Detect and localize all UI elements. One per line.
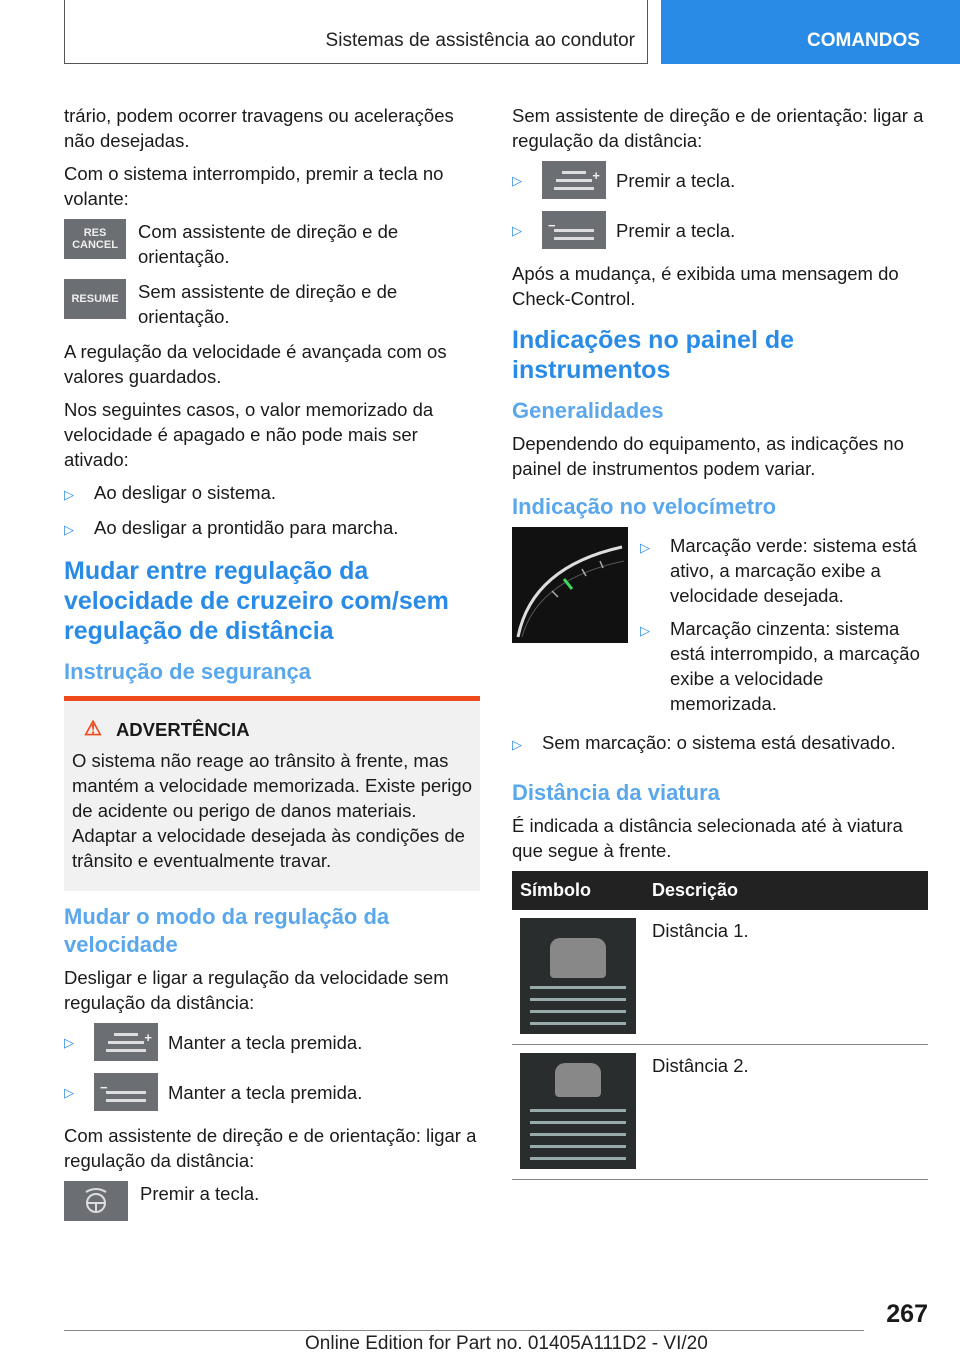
- key-description: Premir a tecla.: [140, 1183, 260, 1204]
- list-item-text: Ao desligar a prontidão para marcha.: [94, 517, 399, 538]
- paragraph: trário, podem ocorrer travagens ou acelerações não desejadas.: [64, 105, 454, 151]
- chapter-tab[interactable]: [661, 0, 960, 64]
- paragraph: Com assistente de direção e de orientação: ligar a regulação da distância:: [64, 1125, 477, 1171]
- bullet-triangle-icon: ▷: [512, 172, 522, 188]
- list-item-text: Premir a tecla.: [616, 169, 736, 191]
- steering-wheel-icon: [76, 1186, 116, 1216]
- section-title: Sistemas de assistência ao condutor: [325, 30, 635, 51]
- bullet-triangle-icon: ▷: [640, 540, 650, 555]
- table-header: Descrição: [644, 871, 928, 910]
- heading-change-mode: Mudar o modo da regulação da velocidade: [64, 904, 390, 957]
- paragraph: Sem assistente de direção e de orientação: ligar a regulação da distância:: [512, 105, 924, 151]
- warning-text: O sistema não reage ao trânsito à frente, mas mantém a velocidade memorizada. Existe perigo de acidente ou perigo de danos materiais. Adaptar a velocidade desejada às condições de trânsito e eventualmente travar.: [72, 750, 472, 871]
- list-item-text: Marcação cinzenta: sistema está interrompido, a marcação exibe a velocidade memorizada.: [670, 618, 920, 714]
- list-item: [640, 616, 928, 716]
- bullet-triangle-icon: ▷: [640, 623, 650, 638]
- table-cell: Distância 1.: [644, 910, 928, 1045]
- footer-edition: Online Edition for Part no. 01405A111D2 - VI/20: [305, 1333, 708, 1354]
- list-item-text: Manter a tecla premida.: [168, 1081, 363, 1103]
- bullet-triangle-icon: ▷: [512, 737, 522, 752]
- heading-switch-mode: Mudar entre regulação da velocidade de cruzeiro com/sem regulação de distância: [64, 557, 449, 645]
- paragraph: Com o sistema interrompido, premir a tecla no volante:: [64, 163, 444, 209]
- distance-minus-button-icon: −: [94, 1073, 158, 1111]
- paragraph: Nos seguintes casos, o valor memorizado da velocidade é apagado e não pode mais ser ativado:: [64, 399, 434, 470]
- list-item: [512, 161, 928, 199]
- list-item-text: Manter a tecla premida.: [168, 1031, 363, 1053]
- paragraph: É indicada a distância selecionada até à viatura que segue à frente.: [512, 815, 903, 861]
- list-item-text: Premir a tecla.: [616, 219, 736, 241]
- warning-header: [84, 717, 472, 742]
- key-row: [64, 219, 480, 269]
- list-item-text: Marcação verde: sistema está ativo, a marcação exibe a velocidade desejada.: [670, 535, 917, 606]
- chapter-tab-label: COMANDOS: [807, 30, 920, 51]
- table-row: [512, 910, 928, 1045]
- distance-plus-button-icon: +: [94, 1023, 158, 1061]
- paragraph: A regulação da velocidade é avançada com os valores guardados.: [64, 341, 447, 387]
- list-item: [64, 480, 480, 507]
- heading-instrument-panel: Indicações no painel de instrumentos: [512, 326, 795, 384]
- distance-2-icon: [520, 1053, 636, 1169]
- warning-box: [64, 696, 480, 891]
- footer-divider: [64, 1330, 864, 1331]
- left-column: [64, 103, 480, 1231]
- key-description: Sem assistente de direção e de orientação.: [138, 281, 398, 327]
- heading-speedometer: Indicação no velocímetro: [512, 494, 777, 519]
- bullet-triangle-icon: ▷: [64, 487, 74, 502]
- bullet-triangle-icon: ▷: [64, 1034, 74, 1050]
- paragraph: Dependendo do equipamento, as indicações no painel de instrumentos podem variar.: [512, 433, 904, 479]
- page-number: 267: [886, 1300, 928, 1328]
- distance-minus-button-icon: −: [542, 211, 606, 249]
- distance-table: [512, 871, 928, 1180]
- list-item: [64, 1073, 480, 1111]
- list-item: [512, 211, 928, 249]
- distance-plus-button-icon: +: [542, 161, 606, 199]
- warning-triangle-icon: ⚠: [84, 718, 102, 740]
- speedometer-dial-icon: [512, 527, 628, 643]
- table-row: [512, 1045, 928, 1180]
- heading-safety: Instrução de segurança: [64, 659, 311, 684]
- header-frame: [64, 0, 648, 64]
- paragraph: Desligar e ligar a regulação da velocidade sem regulação da distância:: [64, 967, 449, 1013]
- heading-vehicle-distance: Distância da viatura: [512, 780, 720, 805]
- key-description: Com assistente de direção e de orientação.: [138, 221, 399, 267]
- heading-general: Generalidades: [512, 398, 664, 423]
- list-item-text: Sem marcação: o sistema está desativado.: [542, 732, 896, 753]
- key-row: [64, 279, 480, 329]
- warning-title: ADVERTÊNCIA: [115, 719, 250, 740]
- table-header: Símbolo: [512, 871, 644, 910]
- speedometer-image: [512, 527, 628, 643]
- list-item-text: Ao desligar o sistema.: [94, 482, 277, 503]
- list-item: [64, 515, 480, 542]
- steering-assist-button-icon: [64, 1181, 128, 1221]
- list-item: [640, 533, 928, 608]
- res-cancel-button-icon: RES CANCEL: [64, 219, 126, 259]
- key-row: [64, 1181, 480, 1221]
- paragraph: Após a mudança, é exibida uma mensagem do Check-Control.: [512, 263, 899, 309]
- right-column: [512, 103, 928, 1180]
- resume-button-icon: RESUME: [64, 279, 126, 319]
- table-cell: Distância 2.: [644, 1045, 928, 1180]
- list-item: [64, 1023, 480, 1061]
- bullet-triangle-icon: ▷: [512, 222, 522, 238]
- speedometer-section: [512, 527, 928, 724]
- distance-1-icon: [520, 918, 636, 1034]
- bullet-triangle-icon: ▷: [64, 1084, 74, 1100]
- bullet-triangle-icon: ▷: [64, 522, 74, 537]
- list-item: [512, 730, 928, 757]
